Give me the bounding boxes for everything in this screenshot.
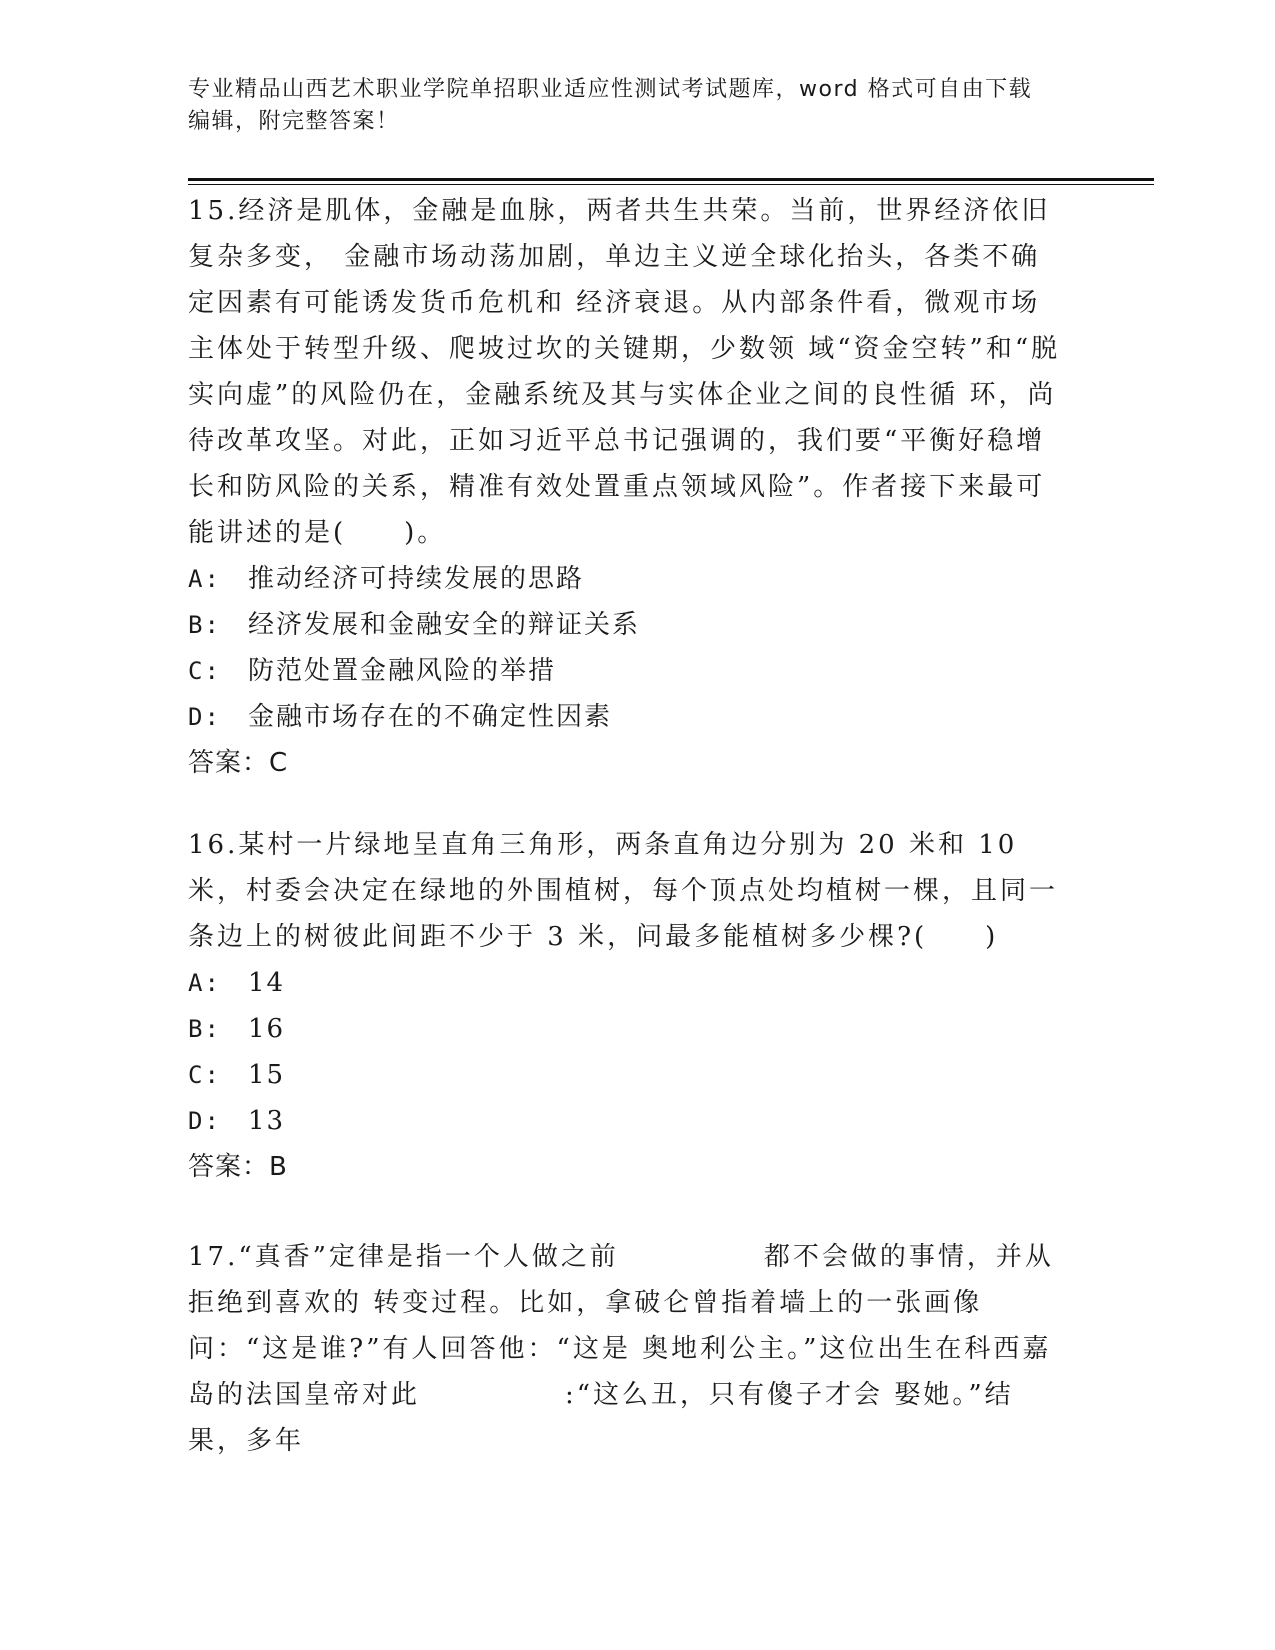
option-text: 13	[248, 1106, 286, 1136]
option-list	[188, 556, 1068, 740]
option-letter: B:	[188, 611, 221, 639]
option-list	[188, 960, 1068, 1144]
option-text: 防范处置金融风险的举措	[248, 656, 557, 686]
question-text: 16.某村一片绿地呈直角三角形，两条直角边分别为 20 米和 10 米，村委会决定在绿地的外围植树，每个顶点处均植树一棵，且同一条边上的树彼此间距不少于 3 米，问最多能植树多少棵?( )	[188, 830, 1059, 952]
question-15	[188, 188, 1068, 786]
question-16	[188, 822, 1068, 1190]
option-letter: A:	[188, 565, 221, 593]
option-letter: D:	[188, 703, 221, 731]
answer-line: 答案：C	[188, 748, 289, 778]
option-letter: D:	[188, 1107, 221, 1135]
question-17	[188, 1234, 1068, 1464]
option-c	[188, 1052, 1068, 1098]
document-header	[188, 74, 1068, 138]
option-b	[188, 1006, 1068, 1052]
option-d	[188, 694, 1068, 740]
option-letter: C:	[188, 657, 221, 685]
option-c	[188, 648, 1068, 694]
question-text: 17.“真香”定律是指一个人做之前 都不会做的事情，并从拒绝到喜欢的 转变过程。比如，拿破仑曾指着墙上的一张画像问：“这是谁?”有人回答他：“这是 奥地利公主。”这位出生在科西嘉岛的法国皇帝对此 :“这么丑，只有傻子才会 娶她。”结果，多年	[188, 1242, 1054, 1456]
header-line-1: 专业精品山西艺术职业学院单招职业适应性测试考试题库，word 格式可自由下载	[188, 77, 1033, 102]
option-a	[188, 960, 1068, 1006]
option-a	[188, 556, 1068, 602]
header-divider-thin	[188, 184, 1154, 185]
option-text: 经济发展和金融安全的辩证关系	[248, 610, 641, 640]
option-letter: B:	[188, 1015, 221, 1043]
option-letter: A:	[188, 969, 221, 997]
option-text: 金融市场存在的不确定性因素	[248, 702, 613, 732]
header-divider-thick	[188, 178, 1154, 181]
option-text: 14	[248, 968, 286, 998]
option-text: 16	[248, 1014, 286, 1044]
header-line-2: 编辑，附完整答案！	[188, 109, 400, 134]
option-text: 15	[248, 1060, 286, 1090]
answer-line: 答案：B	[188, 1152, 288, 1182]
option-text: 推动经济可持续发展的思路	[248, 564, 585, 594]
question-text: 15.经济是肌体，金融是血脉，两者共生共荣。当前，世界经济依旧复杂多变， 金融市场动荡加剧，单边主义逆全球化抬头，各类不确定因素有可能诱发货币危机和 经济衰退。从内部条件看，微观市场主体处于转型升级、爬坡过坎的关键期，少数领 域“资金空转”和“脱实向虚”的风险仍在，金融系统及其与实体企业之间的良性循 环，尚待改革攻坚。对此，正如习近平总书记强调的，我们要“平衡好稳增长和防风险的关系，精准有效处置重点领域风险”。作者接下来最可能讲述的是( )。	[188, 196, 1061, 548]
option-b	[188, 602, 1068, 648]
option-letter: C:	[188, 1061, 221, 1089]
option-d	[188, 1098, 1068, 1144]
